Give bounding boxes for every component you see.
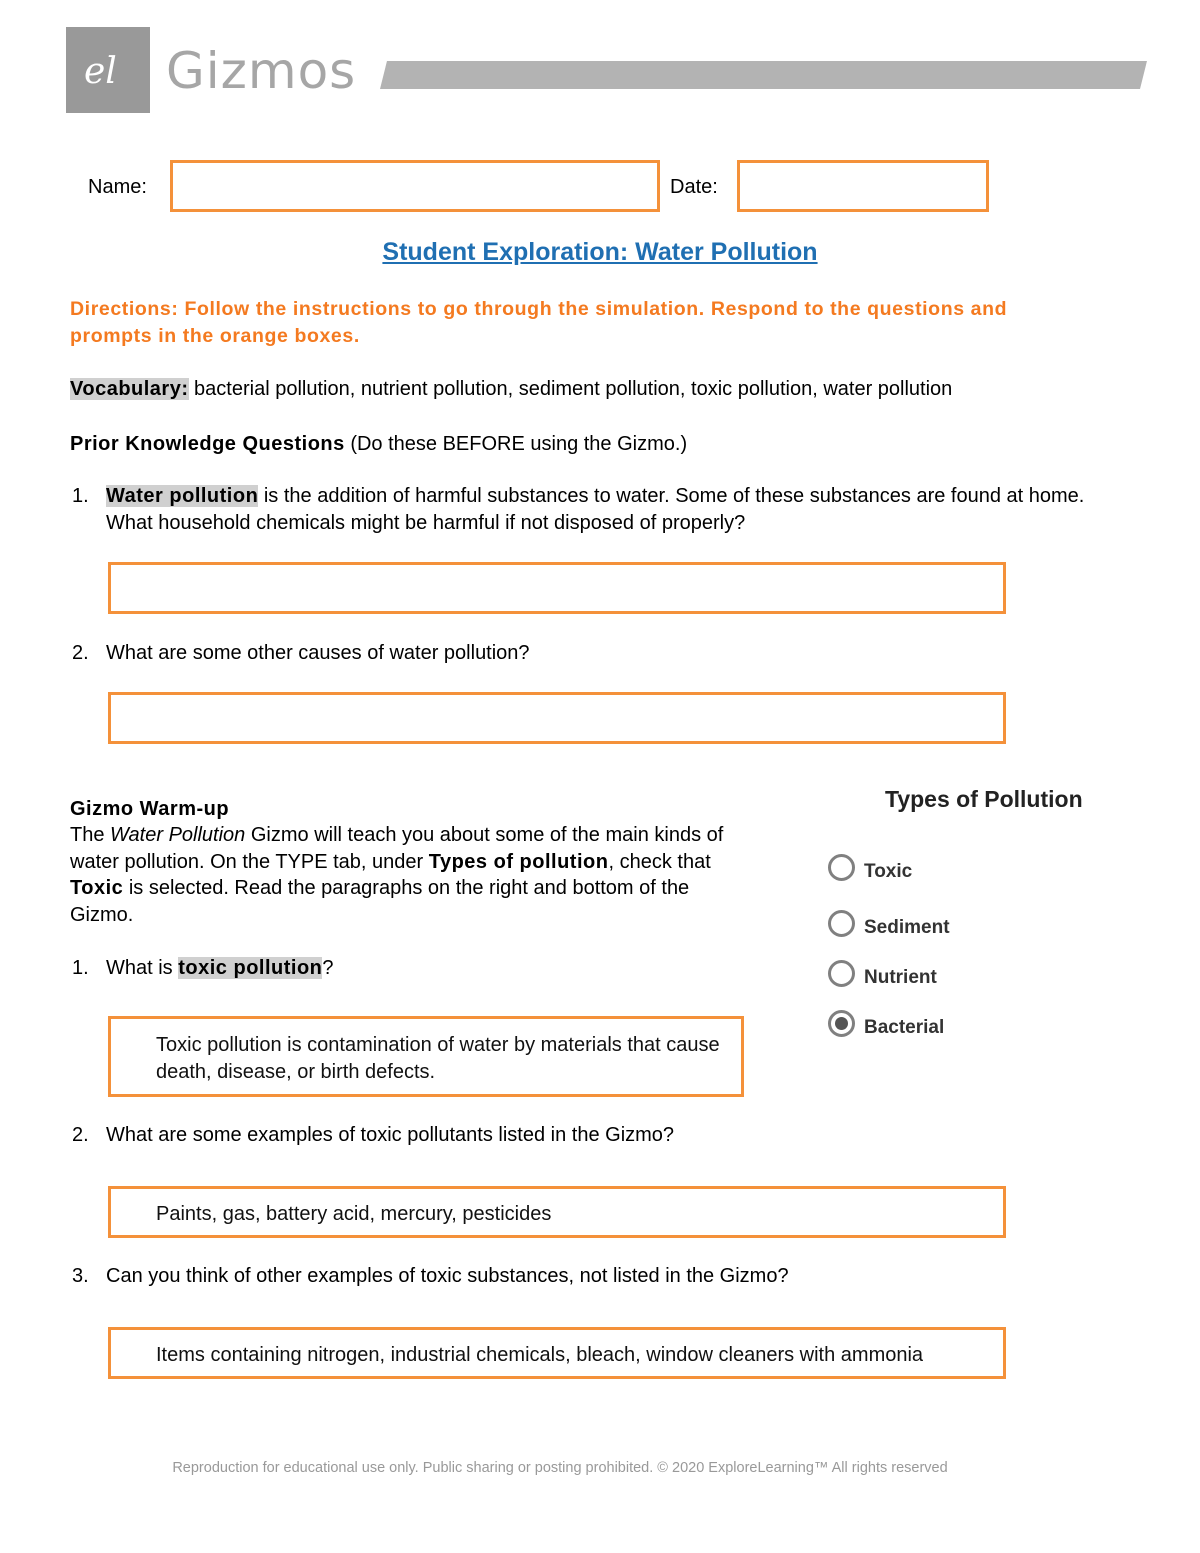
directions-text: Directions: Follow the instructions to go through the simulation. Respond to the questions and prompts in the orange boxes.	[70, 298, 1008, 347]
radio-bacterial[interactable]	[828, 1010, 855, 1037]
date-label: Date:	[670, 176, 718, 198]
header-bar	[380, 61, 1147, 89]
warmup-q3-number: 3.	[72, 1265, 89, 1287]
warmup-q1-number: 1.	[72, 957, 89, 979]
warmup-toxic: Toxic	[70, 877, 124, 899]
prior-q2-answer-box[interactable]	[108, 692, 1006, 744]
el-logo-icon	[78, 45, 138, 95]
warmup-text-2: Gizmo will teach you about some of the main kinds of water pollution. On the TYPE tab, under	[70, 824, 724, 873]
radio-label-bacterial: Bacterial	[864, 1017, 945, 1038]
date-field[interactable]	[737, 160, 989, 212]
types-of-pollution-title: Types of Pollution	[885, 786, 1083, 812]
vocabulary-line	[70, 376, 1130, 403]
radio-sediment[interactable]	[828, 910, 855, 937]
radio-label-toxic: Toxic	[864, 861, 913, 882]
warmup-text-3: , check that	[608, 850, 711, 873]
warmup-q2-answer-box[interactable]	[108, 1186, 1006, 1238]
radio-label-sediment: Sediment	[864, 917, 950, 938]
prior-q1-text	[106, 483, 1096, 537]
footer-copyright: Reproduction for educational use only. Public sharing or posting prohibited. © 2020 ExploreLearning™ All rights reserved	[172, 1460, 948, 1476]
radio-selected-dot	[835, 1017, 848, 1030]
warmup-text-4: is selected. Read the paragraphs on the right and bottom of the Gizmo.	[70, 877, 690, 926]
warmup-paragraph	[70, 822, 740, 928]
prior-knowledge-heading: Prior Knowledge Questions	[70, 433, 345, 455]
warmup-q1-post: ?	[322, 957, 334, 979]
explorelearning-logo	[66, 27, 150, 113]
prior-q2-text: What are some other causes of water pollution?	[106, 642, 530, 664]
prior-knowledge-note: (Do these BEFORE using the Gizmo.)	[344, 433, 688, 455]
warmup-q2-text: What are some examples of toxic pollutants listed in the Gizmo?	[106, 1124, 675, 1146]
name-field[interactable]	[170, 160, 660, 212]
warmup-q1-answer-box[interactable]	[108, 1016, 744, 1097]
vocabulary-terms: bacterial pollution, nutrient pollution, sediment pollution, toxic pollution, water pollution	[188, 378, 953, 400]
prior-q2-number: 2.	[72, 642, 89, 664]
radio-toxic[interactable]	[828, 854, 855, 881]
gizmos-wordmark: Gizmos	[166, 42, 357, 100]
warmup-text-1: The	[70, 824, 111, 846]
warmup-q3-answer: Items containing nitrogen, industrial chemicals, bleach, window cleaners with ammonia	[156, 1344, 924, 1366]
radio-nutrient[interactable]	[828, 960, 855, 987]
prior-q1-number: 1.	[72, 485, 89, 507]
svg-text:el: el	[84, 51, 117, 92]
warmup-q2-number: 2.	[72, 1124, 89, 1146]
radio-label-nutrient: Nutrient	[864, 967, 937, 988]
prior-q1-answer-box[interactable]	[108, 562, 1006, 614]
warmup-q1-pre: What is	[106, 957, 179, 979]
warmup-q1-answer: Toxic pollution is contamination of water by materials that cause death, disease, or birth defects.	[156, 1034, 720, 1083]
vocabulary-label: Vocabulary:	[70, 378, 189, 400]
warmup-q3-text: Can you think of other examples of toxic substances, not listed in the Gizmo?	[106, 1265, 789, 1287]
page-title: Student Exploration: Water Pollution	[382, 238, 818, 266]
prior-q1-rest: is the addition of harmful substances to water. Some of these substances are found at home. What household chemicals might be harmful if not disposed of properly?	[106, 485, 1085, 534]
name-label: Name:	[88, 176, 147, 198]
warmup-types-of-pollution: Types of pollution	[428, 850, 609, 873]
water-pollution-term: Water pollution	[106, 485, 259, 507]
warmup-q2-answer: Paints, gas, battery acid, mercury, pesticides	[156, 1203, 552, 1225]
toxic-pollution-term: toxic pollution	[178, 957, 323, 979]
prior-knowledge-heading-line	[70, 431, 1130, 458]
warmup-q1-text	[106, 955, 746, 982]
warmup-gizmo-name: Water Pollution	[110, 824, 246, 846]
warmup-q3-answer-box[interactable]	[108, 1327, 1006, 1379]
warmup-heading: Gizmo Warm-up	[70, 798, 230, 820]
